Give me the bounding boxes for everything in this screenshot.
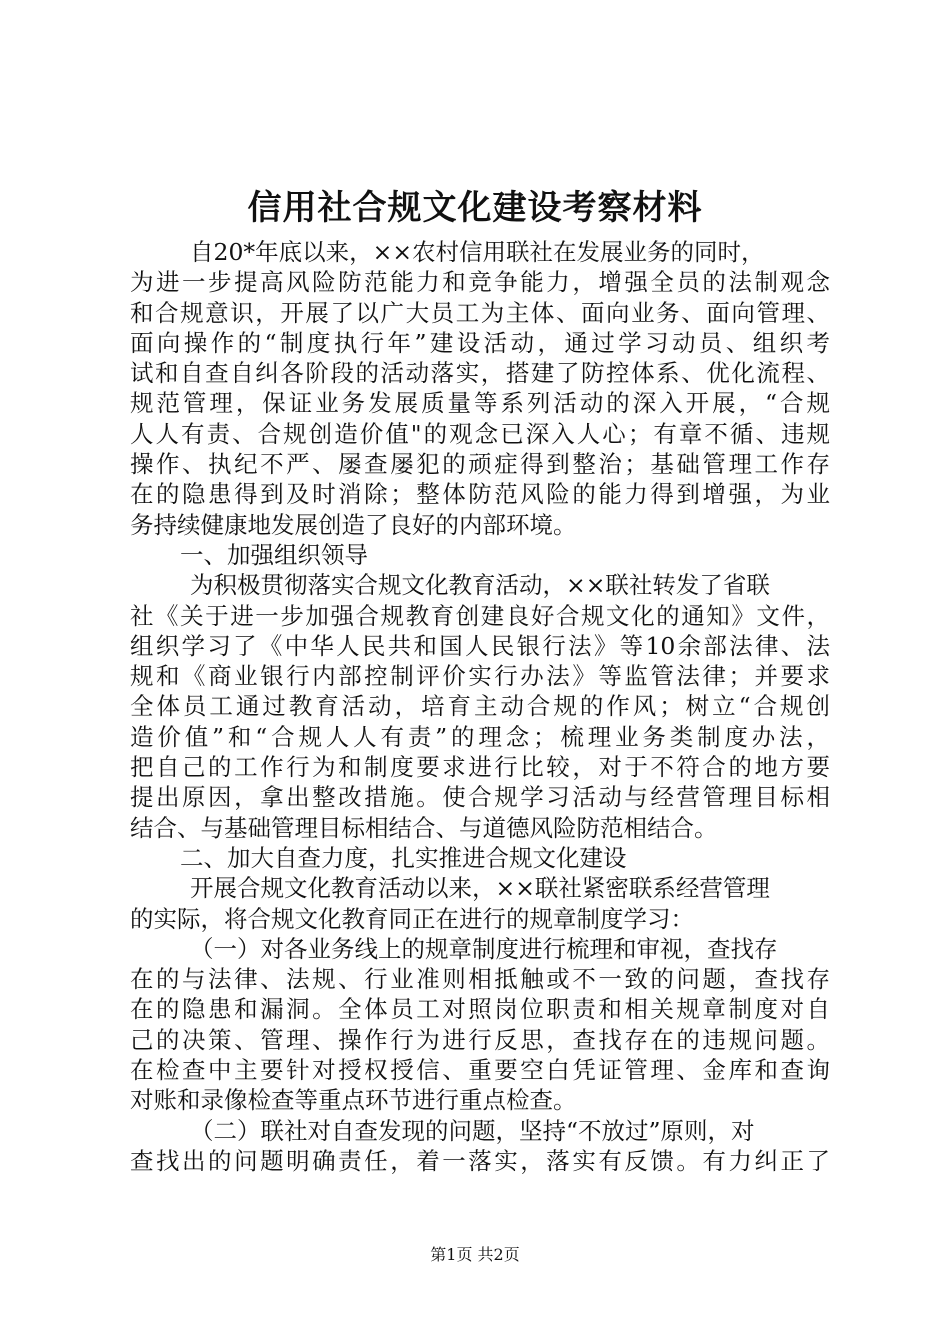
paragraph-line: 在的与法律、法规、行业准则相抵触或不一致的问题，查找存 [130, 965, 830, 994]
paragraph-line: 结合、与基础管理目标相结合、与道德风险防范相结合。 [130, 813, 718, 842]
paragraph-line: 提出原因，拿出整改措施。使合规学习活动与经营管理目标相 [130, 783, 830, 812]
paragraph-line: 务持续健康地发展创造了良好的内部环境。 [130, 510, 577, 539]
paragraph-line: （一）对各业务线上的规章制度进行梳理和审视，查找存 [190, 934, 778, 963]
paragraph-line: （二）联社对自查发现的问题，坚持“不放过”原则，对 [190, 1116, 755, 1145]
paragraph-line: 规范管理，保证业务发展质量等系列活动的深入开展，“合规 [130, 389, 830, 418]
paragraph-line: 社《关于进一步加强合规教育创建良好合规文化的通知》文件， [130, 601, 830, 630]
paragraph-line: 人人有责、合规创造价值"的观念已深入人心；有章不循、违规 [130, 419, 830, 448]
paragraph-line: 全体员工通过教育活动，培育主动合规的作风；树立“合规创 [130, 692, 830, 721]
paragraph-line: 在的隐患和漏洞。全体员工对照岗位职责和相关规章制度对自 [130, 995, 830, 1024]
paragraph-line: 对账和录像检查等重点环节进行重点检查。 [130, 1086, 577, 1115]
paragraph-line: 为进一步提高风险防范能力和竞争能力，增强全员的法制观念 [130, 268, 830, 297]
paragraph-line: 组织学习了《中华人民共和国人民银行法》等10余部法律、法 [130, 631, 830, 660]
document-title: 信用社合规文化建设考察材料 [247, 188, 703, 228]
paragraph-line: 在检查中主要针对授权授信、重要空白凭证管理、金库和查询 [130, 1056, 830, 1085]
document-body [130, 237, 830, 1176]
paragraph-line: 的实际，将合规文化教育同正在进行的规章制度学习： [130, 904, 694, 933]
paragraph-line: 把自己的工作行为和制度要求进行比较，对于不符合的地方要 [130, 753, 830, 782]
paragraph-line: 面向操作的“制度执行年”建设活动，通过学习动员、组织考 [130, 328, 830, 357]
paragraph-line: 和合规意识，开展了以广大员工为主体、面向业务、面向管理、 [130, 298, 830, 327]
paragraph-line: 造价值”和“合规人人有责”的理念；梳理业务类制度办法， [130, 722, 830, 751]
paragraph-line: 查找出的问题明确责任，着一落实，落实有反馈。有力纠正了 [130, 1146, 830, 1175]
paragraph-line: 己的决策、管理、操作行为进行反思，查找存在的违规问题。 [130, 1025, 830, 1054]
page-number: 第1页 共2页 [430, 1245, 520, 1264]
paragraph-line: 为积极贯彻落实合规文化教育活动，××联社转发了省联 [190, 571, 770, 600]
paragraph-line: 在的隐患得到及时消除；整体防范风险的能力得到增强，为业 [130, 480, 830, 509]
section-heading: 二、加大自查力度，扎实推进合规文化建设 [180, 843, 627, 872]
paragraph-line: 试和自查自纠各阶段的活动落实，搭建了防控体系、优化流程、 [130, 359, 830, 388]
section-heading: 一、加强组织领导 [180, 540, 368, 569]
paragraph-line: 开展合规文化教育活动以来，××联社紧密联系经营管理 [190, 874, 770, 903]
paragraph-line: 自20*年底以来，××农村信用联社在发展业务的同时， [190, 238, 765, 266]
paragraph-line: 操作、执纪不严、屡查屡犯的顽症得到整治；基础管理工作存 [130, 450, 830, 479]
paragraph-line: 规和《商业银行内部控制评价实行办法》等监管法律；并要求 [130, 662, 830, 691]
